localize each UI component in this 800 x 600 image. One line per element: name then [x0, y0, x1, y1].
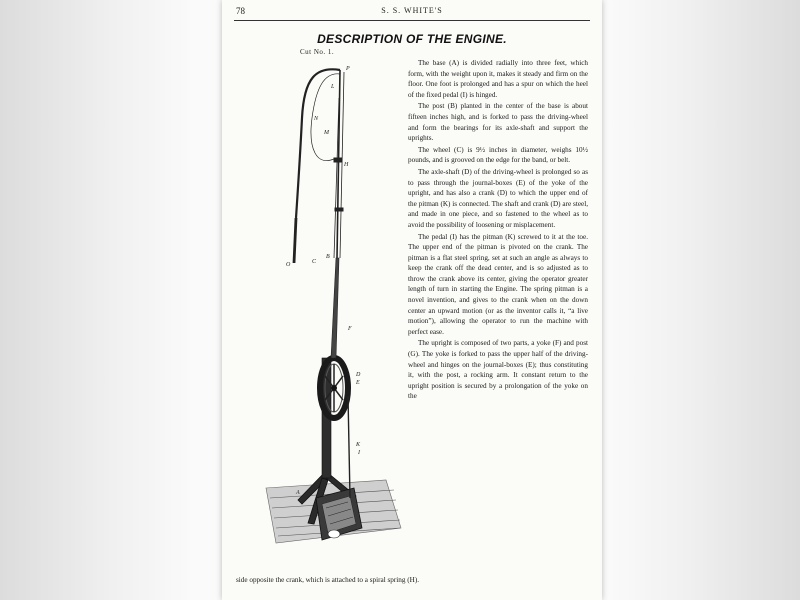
figure-label-l: L [331, 84, 335, 90]
figure-label-m: M [324, 130, 329, 136]
page-number: 78 [236, 6, 245, 16]
paragraph-axle-shaft: The axle-shaft (D) of the driving-wheel is prolonged so as to pass through the journal-boxes (E) of the yoke of the upright, and has also a crank (D) to which the upper end of the pitman (K) is connected. The shaft and crank (D) are steel, and made in one piece, and so fastened to the wheel as to avoid the possibility of loosening or misplacement. [408, 167, 588, 229]
description-column [408, 58, 588, 403]
figure-label-a: A [296, 490, 300, 496]
figure-label-o: O [286, 262, 291, 268]
figure-label-f: F [348, 326, 352, 332]
figure-label-d: D [356, 372, 361, 378]
arm-cable [294, 69, 340, 263]
engine-illustration [236, 58, 406, 558]
figure-label-h: H [344, 162, 349, 168]
paragraph-post: The post (B) planted in the center of the base is about fifteen inches high, and is forked to pass the driving-wheel and form the bearings for its axle-shaft and support the uprights. [408, 102, 588, 143]
section-title: DESCRIPTION OF THE ENGINE. [317, 32, 507, 46]
figure-label-p: P [346, 66, 350, 72]
bottom-line: side opposite the crank, which is attached to a spiral spring (H). [236, 576, 420, 584]
paragraph-upright: The upright is composed of two parts, a yoke (F) and post (G). The yoke is forked to pass the upper half of the driving-wheel and hinges on the journal-boxes (E); thus constituting it, with the post, a rocking arm. It constant return to the upright position is secured by a prolongation of the yoke on the [408, 339, 588, 401]
figure-label-i: I [358, 450, 360, 456]
figure-label-n: N [314, 116, 319, 122]
paragraph-wheel: The wheel (C) is 9½ inches in diameter, weighs 10½ pounds, and is grooved on the edge for the band, or belt. [408, 145, 588, 165]
running-title: S. S. WHITE'S [381, 6, 443, 15]
figure-label-c1: C [312, 259, 317, 265]
figure-label-k: K [356, 442, 361, 448]
header-rule [234, 20, 590, 21]
upright [331, 70, 344, 358]
figure-label-b: B [326, 254, 330, 260]
paragraph-pedal: The pedal (I) has the pitman (K) screwed to it at the toe. The upper end of the pitman is pivoted on the crank. The pitman is a flat steel spring, set at such an angle as always to keep the crank off the dead center, and is so adjusted as to throw the crank above its center, giving the operator greater length of turn in starting the Engine. The spring pitman is a novel invention, and gives to the crank when on the down center an upward motion (or as the inventor calls it, “a live motion”), allowing the operator to run the machine with perfect ease. [408, 232, 588, 336]
running-head [222, 6, 602, 20]
paragraph-base: The base (A) is divided radially into three feet, which form, with the weight upon it, makes it steady and firm on the floor. One foot is prolonged and has a spur on which the heel of the fixed pedal (I) is hinged. [408, 59, 588, 99]
cut-label: Cut No. 1. [300, 48, 335, 56]
figure-label-e: E [356, 380, 360, 386]
book-page [222, 0, 602, 600]
